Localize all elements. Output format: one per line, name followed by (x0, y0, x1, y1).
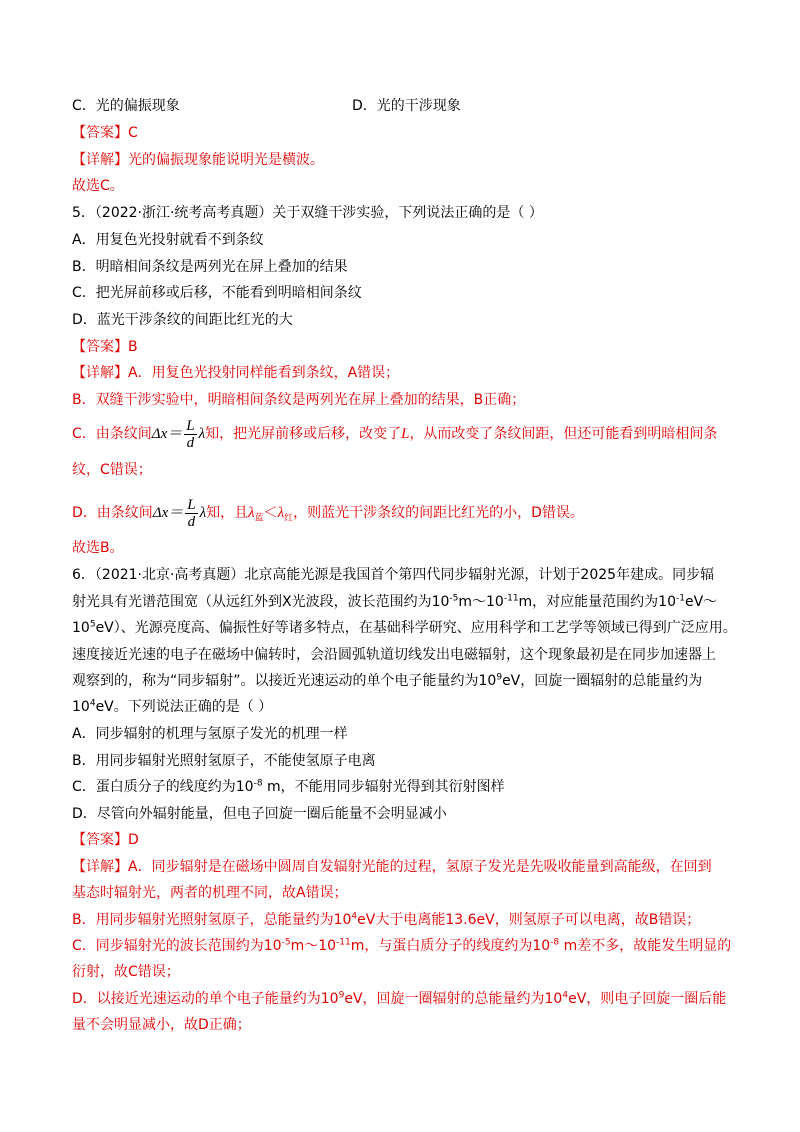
prev-option-c: C．光的偏振现象 (72, 98, 180, 114)
formula-numerator: L (187, 497, 196, 513)
text: D．以接近光速运动的单个电子能量约为10 (72, 991, 339, 1007)
answer-value: D (128, 832, 139, 848)
formula-fraction (184, 418, 196, 451)
formula (151, 418, 206, 451)
exponent: 4 (89, 698, 96, 709)
q5-option-c: C．把光屏前移或后移，不能看到明暗相间条纹 (72, 285, 362, 301)
exponent: 9 (496, 672, 503, 683)
answer-label: 【答案】 (72, 339, 128, 355)
text: m差不多，故能发生明显的 (559, 938, 732, 954)
q5-answer (72, 337, 138, 357)
q5-conclusion: 故选B。 (72, 540, 124, 556)
formula (152, 497, 207, 530)
text: eV大于电离能13.6eV，则氢原子可以电离，故B错误； (357, 912, 701, 928)
q6-option-a: A．同步辐射的机理与氢原子发光的机理一样 (72, 726, 348, 742)
prev-answer (72, 123, 138, 143)
detail-label: 【详解】 (72, 859, 128, 875)
text: eV，则电子回旋一圈后能 (568, 991, 727, 1007)
exponent: -11 (336, 937, 351, 948)
q6-option-b: B．用同步辐射光照射氢原子，不能使氢原子电离 (72, 753, 376, 769)
q6-stem-line6 (72, 697, 272, 717)
detail-c-post: ，从而改变了条纹间距，但还可能看到明暗相间条 (409, 425, 718, 442)
text: eV。下列说法正确的是（ ） (95, 699, 273, 715)
q6-stem-line5 (72, 671, 702, 691)
text: eV）、光源亮度高、偏振性好等诸多特点，在基础科学研究、应用科学和工艺学等领域已得到广泛应用。 (95, 620, 737, 636)
lambda-blue: λ (248, 504, 255, 521)
detail-label: 【详解】 (72, 365, 128, 381)
less-than: ＜ (263, 504, 278, 521)
q6-detail-d-line2: 量不会明显减小，故D正确； (72, 1017, 251, 1033)
prev-detail (72, 150, 324, 170)
exponent: -8 (550, 937, 560, 948)
detail-c-prefix: C．由条纹间 (72, 425, 152, 442)
formula-lhs: Δx＝ (151, 425, 183, 442)
text: 射光具有光谱范围宽（从远红外到X光波段，波长范围约为10 (72, 594, 450, 610)
q5-detail-c-line2: 纹，C错误； (72, 462, 152, 478)
q6-stem-line4: 速度接近光速的电子在磁场中偏转时，会沿圆弧轨道切线发出电磁辐射，这个现象最初是在同步加速器上 (72, 647, 716, 663)
exponent: -5 (281, 937, 291, 948)
text: m，对应能量范围约为10 (518, 594, 676, 610)
detail-c-mid: 知，把光屏前移或后移，改变了 (205, 425, 402, 442)
q5-option-a: A．用复色光投射就看不到条纹 (72, 232, 264, 248)
q6-detail-c (72, 936, 731, 956)
detail-c-L: L (401, 425, 410, 442)
prev-conclusion: 故选C。 (72, 178, 124, 194)
exponent: 5 (89, 619, 96, 630)
formula-denominator: d (187, 514, 196, 530)
exponent: -11 (503, 593, 519, 604)
answer-label: 【答案】 (72, 832, 128, 848)
exponent: -1 (676, 593, 685, 604)
detail-d-prefix: D．由条纹间 (72, 504, 153, 521)
q5-detail-d (72, 497, 584, 530)
detail-text: A．同步辐射是在磁场中圆周自发辐射光能的过程，氢原子发光是先吸收能量到高能级，在回到 (128, 859, 712, 875)
q6-stem-line3 (72, 618, 737, 638)
q6-option-c (72, 777, 505, 797)
q5-detail-c (72, 418, 717, 451)
q6-answer (72, 830, 139, 850)
q6-detail-c-line2: 衍射，故C错误； (72, 964, 180, 980)
text: m～10 (290, 938, 337, 954)
q6-option-d: D．尽管向外辐射能量，但电子回旋一圈后能量不会明显减小 (72, 806, 447, 822)
detail-label: 【详解】 (72, 152, 128, 168)
q5-stem: 5．（2022·浙江·统考高考真题）关于双缝干涉实验，下列说法正确的是（ ） (72, 205, 543, 221)
q5-detail-b: B．双缝干涉实验中，明暗相间条纹是两列光在屏上叠加的结果，B正确； (72, 392, 526, 408)
answer-value: C (128, 125, 138, 141)
formula-lambda: λ (198, 425, 206, 442)
q5-option-b: B．明暗相间条纹是两列光在屏上叠加的结果 (72, 259, 348, 275)
q5-detail-a (72, 363, 399, 383)
text: m，与蛋白质分子的线度约为10 (350, 938, 551, 954)
lambda-blue-sub: 蓝 (254, 513, 264, 524)
q6-stem-line1: 6．（2021·北京·高考真题）北京高能光源是我国首个第四代同步辐射光源，计划于2025年建成。同步辐 (72, 567, 715, 583)
detail-d-mid: 知，且 (206, 504, 249, 521)
q5-option-d: D．蓝光干涉条纹的间距比红光的大 (72, 312, 293, 328)
text: eV，回旋一圈辐射的总能量约为10 (344, 991, 563, 1007)
answer-label: 【答案】 (72, 125, 128, 141)
exponent: 9 (338, 990, 345, 1001)
text: m～10 (458, 594, 504, 610)
detail-d-post: ，则蓝光干涉条纹的间距比红光的小，D错误。 (293, 504, 584, 521)
formula-denominator: d (186, 435, 195, 451)
q6-stem-line2 (72, 592, 717, 612)
detail-text: A．用复色光投射同样能看到条纹，A错误； (128, 365, 400, 381)
lambda-red: λ (277, 504, 285, 521)
exponent: -5 (449, 593, 459, 604)
text: C．蛋白质分子的线度约为10 (72, 779, 254, 795)
text: C．同步辐射光的波长范围约为10 (72, 938, 282, 954)
exponent: 4 (351, 911, 358, 922)
lambda-red-sub: 红 (284, 513, 294, 524)
prev-option-d: D．光的干涉现象 (352, 98, 461, 114)
exponent: -8 (253, 778, 263, 789)
formula-lhs: Δx＝ (152, 504, 184, 521)
text: eV，回旋一圈辐射的总能量约为 (502, 673, 703, 689)
text: 10 (72, 620, 90, 636)
text: B．用同步辐射光照射氢原子，总能量约为10 (72, 912, 352, 928)
text: eV～ (684, 594, 718, 610)
detail-text: 光的偏振现象能说明光是横波。 (128, 152, 324, 168)
q6-detail-a-line2: 基态时辐射光，两者的机理不同，故A错误； (72, 885, 348, 901)
text: 10 (72, 699, 90, 715)
formula-lambda: λ (199, 504, 207, 521)
exponent: 4 (562, 990, 569, 1001)
answer-value: B (128, 339, 138, 355)
q6-detail-d (72, 989, 726, 1009)
q6-detail-b (72, 910, 700, 930)
formula-fraction (185, 497, 197, 530)
text: 观察到的，称为“同步辐射”。以接近光速运动的单个电子能量约为10 (72, 673, 497, 689)
q6-detail-a (72, 857, 712, 877)
formula-numerator: L (186, 418, 195, 434)
text: m，不能用同步辐射光得到其衍射图样 (262, 779, 505, 795)
